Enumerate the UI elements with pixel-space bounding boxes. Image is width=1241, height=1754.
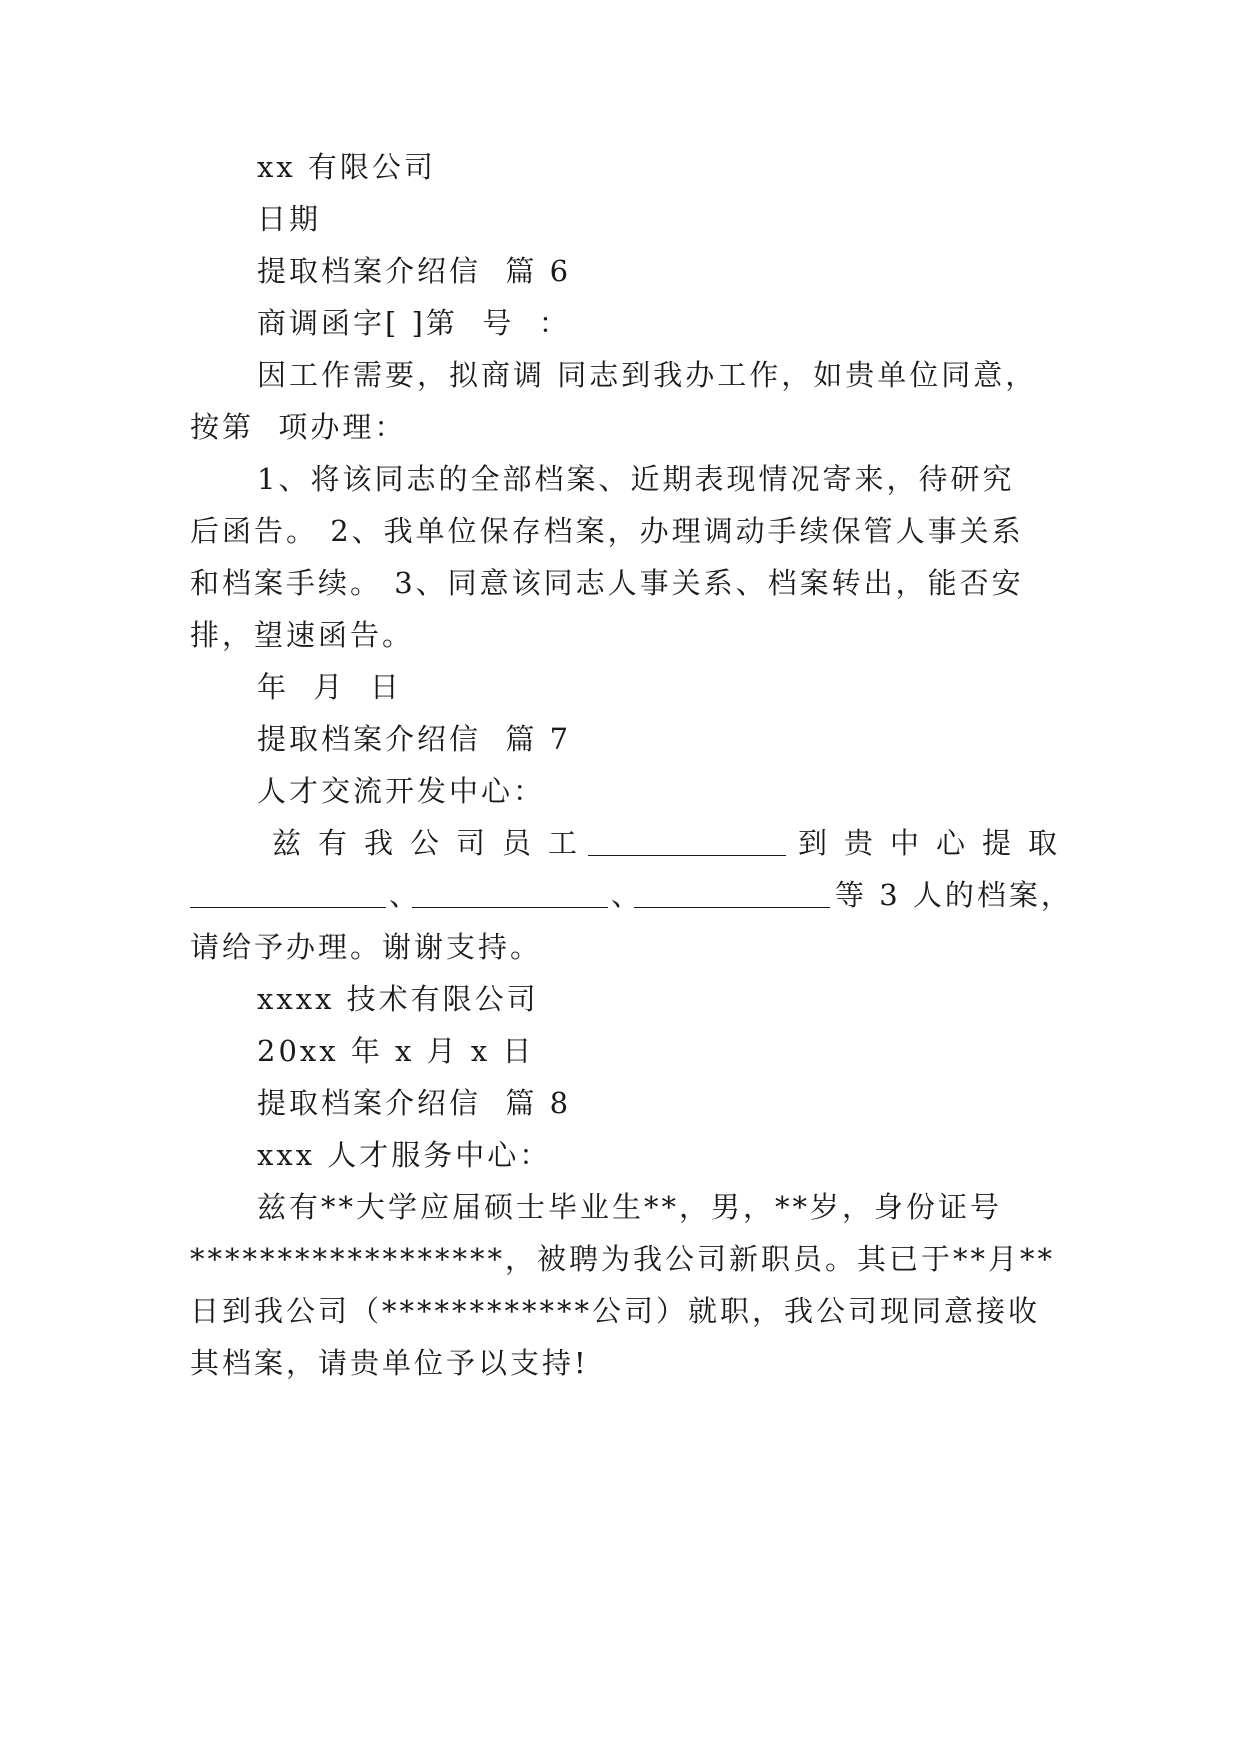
- body-paragraph-line: 请给予办理。谢谢支持。: [190, 930, 543, 964]
- fill-in-blank: [190, 881, 386, 908]
- body-paragraph-line: 等 3 人的档案，: [835, 878, 1073, 912]
- body-paragraph-line: 后函告。 2、我单位保存档案，办理调动手续保管人事关系: [190, 514, 1024, 548]
- body-paragraph-line: 兹有**大学应届硕士毕业生**，男，**岁，身份证号: [257, 1190, 1003, 1224]
- body-paragraph-line: 和档案手续。 3、同意该同志人事关系、档案转出，能否安: [190, 566, 1024, 600]
- signature-date: 20xx 年 x 月 x 日: [257, 1034, 535, 1068]
- section-heading-7: 提取档案介绍信 篇 7: [257, 722, 572, 756]
- addressee-line: 人才交流开发中心：: [257, 774, 546, 808]
- body-paragraph-line: 日到我公司（************公司）就职，我公司现同意接收: [190, 1294, 1041, 1328]
- section-heading-8: 提取档案介绍信 篇 8: [257, 1086, 572, 1120]
- body-paragraph-line: 到贵中心提取: [798, 826, 1075, 860]
- signature-company: xxxx 技术有限公司: [257, 982, 539, 1016]
- section-heading-6: 提取档案介绍信 篇 6: [257, 254, 572, 288]
- body-paragraph-line: 其档案，请贵单位予以支持!: [190, 1346, 589, 1380]
- company-name-line: xx 有限公司: [257, 150, 436, 184]
- addressee-line: xxx 人才服务中心：: [257, 1138, 552, 1172]
- body-paragraph-line: 兹有我公司员工: [272, 826, 595, 860]
- letter-reference-number: 商调函字[ ]第 号 ：: [257, 306, 571, 340]
- fill-in-blank: [588, 829, 786, 856]
- date-line: 年 月 日: [257, 670, 402, 704]
- separator-mark: 、: [389, 878, 422, 912]
- fill-in-blank: [634, 881, 830, 908]
- separator-mark: 、: [611, 878, 644, 912]
- body-paragraph-line: 因工作需要，拟商调 同志到我办工作，如贵单位同意，: [257, 358, 1038, 392]
- body-paragraph-line: 按第 项办理：: [190, 410, 407, 444]
- body-paragraph-line: 1、将该同志的全部档案、近期表现情况寄来，待研究: [257, 462, 1015, 496]
- body-paragraph-line: 排，望速函告。: [190, 618, 415, 652]
- fill-in-blank: [412, 881, 608, 908]
- date-line: 日期: [257, 202, 322, 236]
- body-paragraph-line: ******************，被聘为我公司新职员。其已于**月**: [190, 1242, 1056, 1276]
